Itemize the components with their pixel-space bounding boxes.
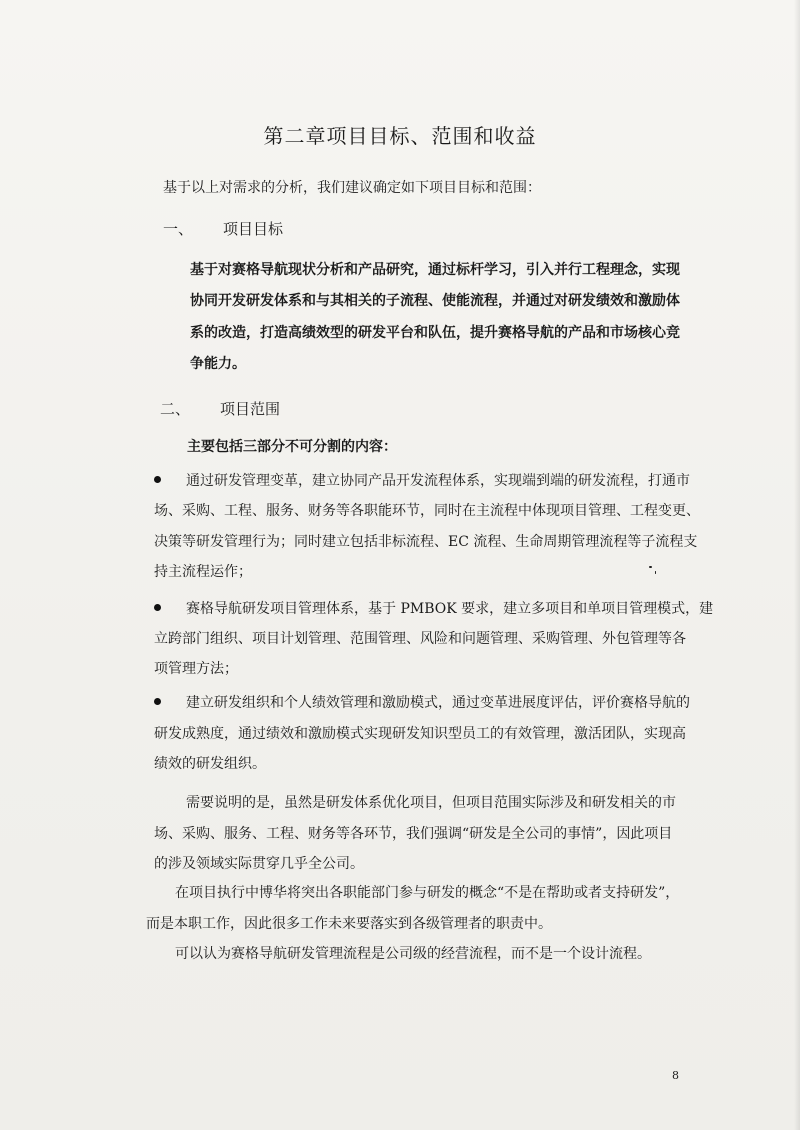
section1-line: 协同开发研发体系和与其相关的子流程、使能流程，并通过对研发绩效和激励体 bbox=[190, 293, 680, 309]
bullet-line: 决策等研发管理行为；同时建立包括非标流程、EC 流程、生命周期管理流程等子流程支 bbox=[154, 534, 698, 550]
bullet-dot bbox=[154, 698, 161, 705]
section2-lead: 主要包括三部分不可分割的内容： bbox=[187, 439, 397, 455]
section1-line: 争能力。 bbox=[190, 356, 246, 372]
section1-line: 系的改造，打造高绩效型的研发平台和队伍，提升赛格导航的产品和市场核心竞 bbox=[190, 325, 680, 341]
section1-number: 一、 bbox=[163, 220, 194, 238]
scan-speck bbox=[655, 571, 656, 574]
bullet-line: 项管理方法； bbox=[154, 661, 238, 677]
paragraph-line: 在项目执行中博华将突出各职能部门参与研发的概念“不是在帮助或者支持研发”， bbox=[175, 885, 680, 901]
bullet-line: 通过研发管理变革，建立协同产品开发流程体系，实现端到端的研发流程，打通市 bbox=[186, 473, 690, 489]
paragraph-line: 需要说明的是，虽然是研发体系优化项目，但项目范围实际涉及和研发相关的市 bbox=[186, 795, 676, 811]
bullet-line: 绩效的研发组织。 bbox=[154, 756, 266, 772]
page-number: 8 bbox=[672, 1069, 679, 1082]
bullet-line: 场、采购、工程、服务、财务等各职能环节，同时在主流程中体现项目管理、工程变更、 bbox=[154, 503, 700, 519]
section2-label: 项目范围 bbox=[220, 400, 281, 418]
bullet-line: 研发成熟度，通过绩效和激励模式实现研发知识型员工的有效管理，激活团队，实现高 bbox=[154, 726, 686, 742]
section1-heading bbox=[163, 218, 283, 239]
intro-text: 基于以上对需求的分析，我们建议确定如下项目目标和范围： bbox=[163, 180, 541, 196]
scan-speck bbox=[649, 566, 652, 568]
bullet-dot bbox=[154, 476, 161, 483]
section1-label: 项目目标 bbox=[223, 220, 284, 238]
paragraph-line: 的涉及领域实际贯穿几乎全公司。 bbox=[154, 856, 364, 872]
section1-line: 基于对赛格导航现状分析和产品研究，通过标杆学习，引入并行工程理念，实现 bbox=[190, 262, 680, 278]
bullet-line: 赛格导航研发项目管理体系，基于 PMBOK 要求，建立多项目和单项目管理模式，建 bbox=[186, 601, 714, 617]
paragraph-line: 场、采购、服务、工程、财务等各环节，我们强调“研发是全公司的事情”，因此项目 bbox=[154, 826, 673, 842]
bullet-line: 立跨部门组织、项目计划管理、范围管理、风险和问题管理、采购管理、外包管理等各 bbox=[154, 631, 686, 647]
bullet-dot bbox=[154, 604, 161, 611]
section2-number: 二、 bbox=[160, 400, 191, 418]
chapter-title: 第二章项目目标、范围和收益 bbox=[263, 124, 537, 148]
paragraph-line: 可以认为赛格导航研发管理流程是公司级的经营流程，而不是一个设计流程。 bbox=[175, 946, 651, 962]
page-edge-shadow bbox=[794, 0, 800, 1130]
bullet-line: 持主流程运作； bbox=[154, 564, 252, 580]
section2-heading bbox=[160, 398, 280, 419]
paragraph-line: 而是本职工作，因此很多工作未来要落实到各级管理者的职责中。 bbox=[146, 916, 552, 932]
bullet-line: 建立研发组织和个人绩效管理和激励模式，通过变革进展度评估，评价赛格导航的 bbox=[186, 695, 690, 711]
